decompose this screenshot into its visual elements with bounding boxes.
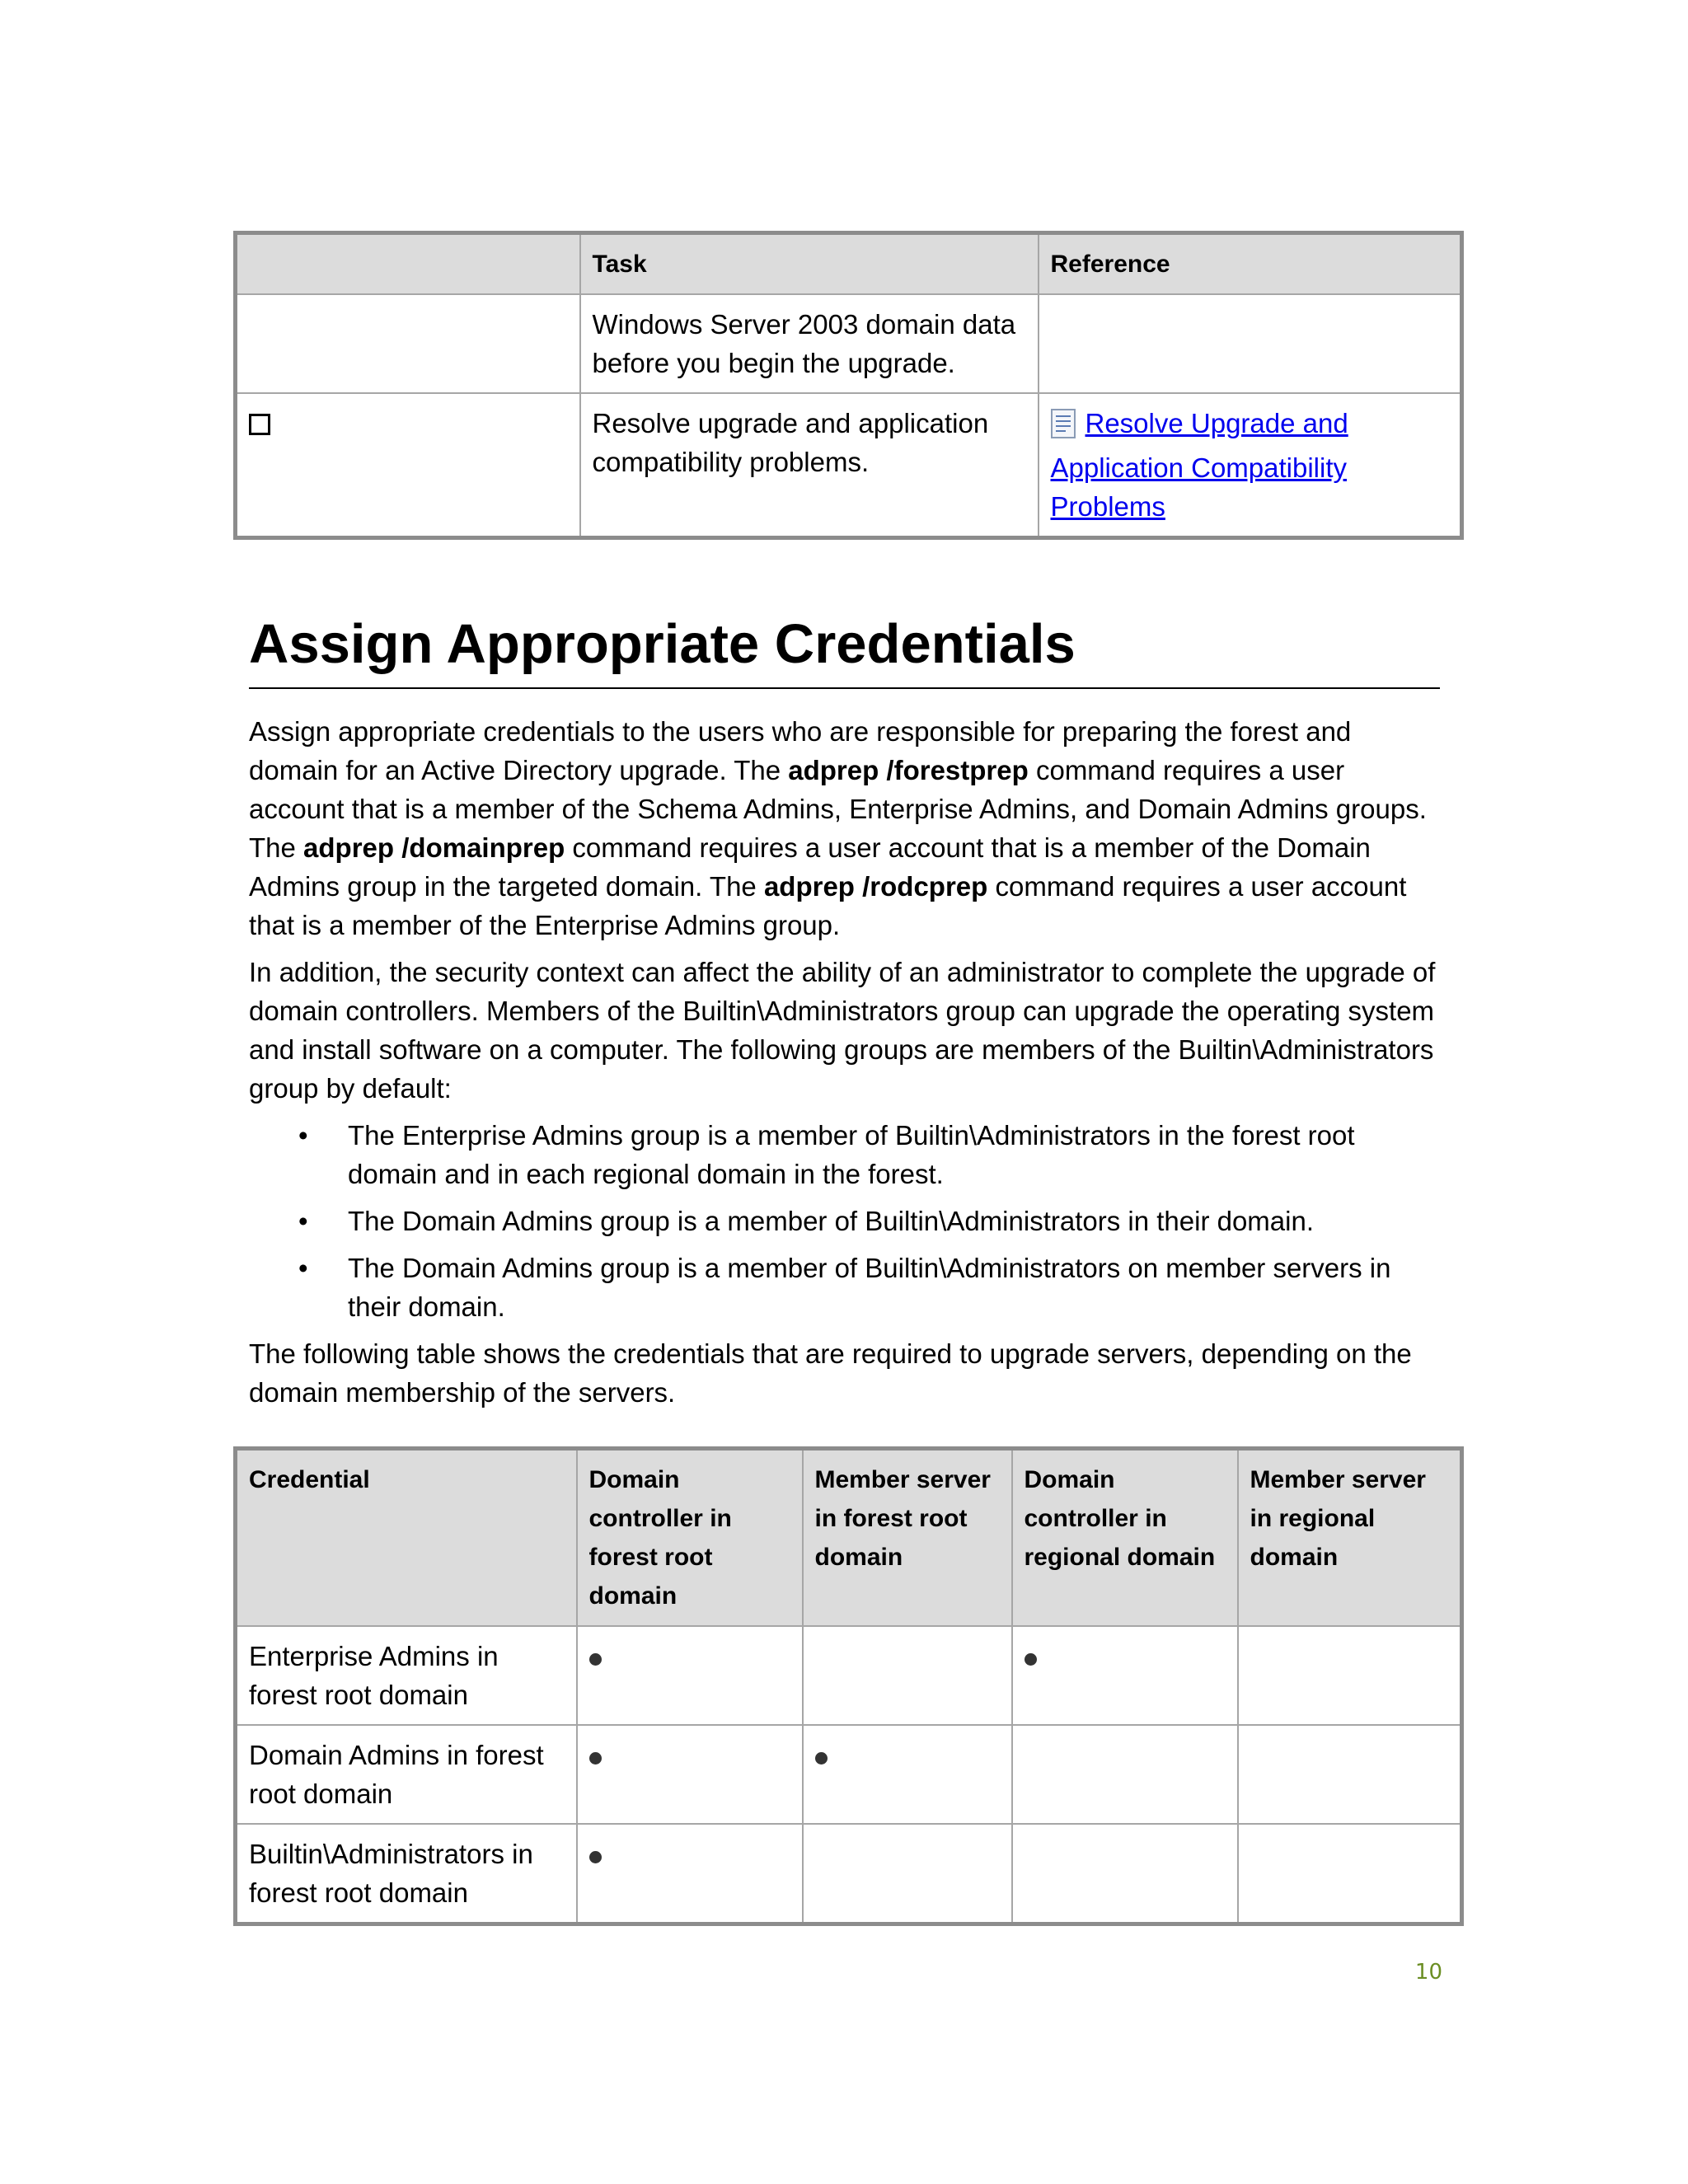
- text-run: Assign appropriate credentials to the users who are responsible for preparing the forest and domain for an Active Directory upgrade. The: [249, 716, 1352, 785]
- command-rodcprep: adprep /rodcprep: [763, 871, 988, 902]
- mark-cell: [1238, 1824, 1462, 1924]
- document-icon: [1051, 409, 1076, 448]
- list-item: [298, 1249, 1444, 1326]
- credential-cell: Enterprise Admins in forest root domain: [236, 1626, 577, 1725]
- list-item-text: The Domain Admins group is a member of Builtin\Administrators in their domain.: [348, 1206, 1314, 1236]
- mark-cell: [577, 1626, 803, 1725]
- paragraph-credentials: [249, 712, 1444, 944]
- list-item-text: The Enterprise Admins group is a member of Builtin\Administrators in the forest root domain and in each regional domain in the forest.: [348, 1120, 1355, 1189]
- header-cell-credential: Credential: [236, 1449, 577, 1627]
- paragraph-table-intro: The following table shows the credentials that are required to upgrade servers, depending on the domain membership of the servers.: [249, 1338, 1412, 1408]
- task-checkbox[interactable]: [249, 414, 270, 435]
- reference-cell: [1039, 393, 1462, 538]
- paragraph-security-context: In addition, the security context can affect the ability of an administrator to complete the upgrade of domain controllers. Members of the Builtin\Administrators group can upgrade the operating system and install software on a computer. The following groups are members of the Builtin\Administrators group by default:: [249, 957, 1436, 1104]
- mark-cell: [1238, 1725, 1462, 1824]
- reference-cell: [1039, 294, 1462, 393]
- credential-cell: Domain Admins in forest root domain: [236, 1725, 577, 1824]
- checkbox-cell: [236, 294, 580, 393]
- mark-cell: [803, 1725, 1012, 1824]
- required-dot-icon: [589, 1851, 602, 1863]
- section-body: [249, 712, 1444, 1420]
- mark-cell: [577, 1725, 803, 1824]
- task-checklist-table: [233, 231, 1464, 540]
- table-row: [236, 1824, 1462, 1924]
- credentials-table: [233, 1446, 1464, 1926]
- header-cell-checkbox: [236, 233, 580, 295]
- text-run: command requires a user account that is a member of the Domain Admins group in the targeted domain. The: [249, 832, 1371, 902]
- table-row: [236, 294, 1462, 393]
- mark-cell: [803, 1824, 1012, 1924]
- text-run: command requires a user account that is a member of the Schema Admins, Enterprise Admins, and Domain Admins groups. The: [249, 755, 1427, 863]
- section-heading: Assign Appropriate Credentials: [249, 612, 1440, 689]
- mark-cell: [1012, 1725, 1238, 1824]
- header-cell-task: Task: [580, 233, 1039, 295]
- header-cell-dc-forest-root: Domain controller in forest root domain: [577, 1449, 803, 1627]
- table-row: [236, 393, 1462, 538]
- mark-cell: [1012, 1626, 1238, 1725]
- header-cell-member-regional: Member server in regional domain: [1238, 1449, 1462, 1627]
- bullet-icon: [298, 1249, 348, 1287]
- list-item-text: The Domain Admins group is a member of Builtin\Administrators on member servers in their domain.: [348, 1253, 1391, 1322]
- bullet-icon: [298, 1202, 348, 1240]
- required-dot-icon: [589, 1752, 602, 1765]
- list-item: [298, 1202, 1444, 1240]
- task-cell: Windows Server 2003 domain data before you begin the upgrade.: [580, 294, 1039, 393]
- mark-cell: [803, 1626, 1012, 1725]
- table-row: [236, 1725, 1462, 1824]
- list-item: [298, 1116, 1444, 1193]
- resolve-compatibility-link[interactable]: Resolve Upgrade and Application Compatibility Problems: [1050, 408, 1348, 522]
- table-header-row: [236, 1449, 1462, 1627]
- checkbox-cell: [236, 393, 580, 538]
- text-run: command requires a user account that is a member of the Enterprise Admins group.: [249, 871, 1407, 940]
- table-header-row: [236, 233, 1462, 295]
- header-cell-dc-regional: Domain controller in regional domain: [1012, 1449, 1238, 1627]
- table-row: [236, 1626, 1462, 1725]
- bullet-list: [249, 1116, 1444, 1326]
- mark-cell: [1012, 1824, 1238, 1924]
- command-forestprep: adprep /forestprep: [788, 755, 1029, 785]
- header-cell-member-forest-root: Member server in forest root domain: [803, 1449, 1012, 1627]
- required-dot-icon: [1025, 1653, 1037, 1666]
- page-number: 10: [1414, 1960, 1442, 1985]
- command-domainprep: adprep /domainprep: [303, 832, 565, 863]
- mark-cell: [577, 1824, 803, 1924]
- mark-cell: [1238, 1626, 1462, 1725]
- credential-cell: Builtin\Administrators in forest root domain: [236, 1824, 577, 1924]
- header-cell-reference: Reference: [1039, 233, 1462, 295]
- task-cell: Resolve upgrade and application compatibility problems.: [580, 393, 1039, 538]
- bullet-icon: [298, 1116, 348, 1155]
- required-dot-icon: [815, 1752, 828, 1765]
- required-dot-icon: [589, 1653, 602, 1666]
